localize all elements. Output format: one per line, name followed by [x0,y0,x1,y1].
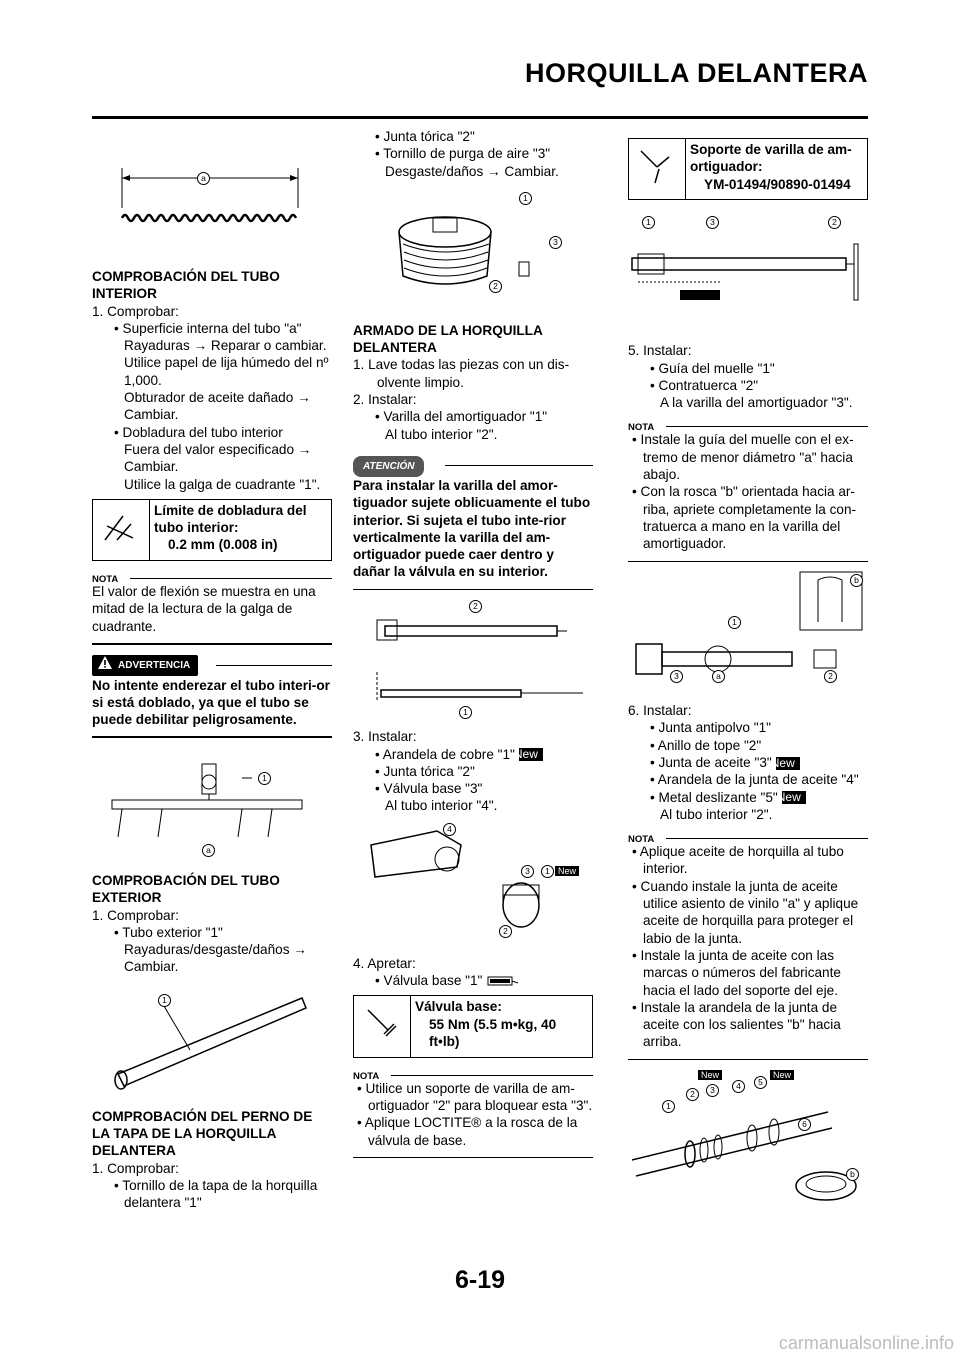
section-heading: COMPROBACIÓN DEL TUBO INTERIOR [92,269,280,302]
tool-icon [629,139,686,199]
callout-label: 3 [706,216,719,229]
measurement-icon [93,500,150,560]
callout-label: 4 [732,1080,745,1093]
callout-label: 2 [824,670,837,683]
column-1 [92,128,332,1212]
body-text: Al tubo interior "2". [660,806,773,822]
body-text: Rayaduras/desgaste/daños → Cambiar. [124,942,307,975]
callout-label: 3 [521,865,534,878]
bullet-text: • Anillo de tope "2" [650,737,762,753]
bullet-text: • Junta antipolvo "1" [650,720,771,736]
new-badge: New [555,866,579,876]
callout-label: a [202,844,215,857]
bullet-text: • Válvula base "3" [375,781,483,797]
note-header [353,1066,593,1080]
step-text: 3. Instalar: [353,729,417,745]
spec-box-bend [92,499,332,561]
bullet-text [628,789,868,806]
body-text: Desgaste/daños → Cambiar. [385,163,559,179]
spec-title: Soporte de varilla de am-ortiguador: [690,142,852,175]
body-text: Utilice papel de lija húmedo del nº 1,000. [124,355,329,388]
bullet-text: • Tornillo de purga de aire "3" [375,146,551,162]
bullet-label: • Arandela de cobre "1" [375,746,515,762]
bullet-text [353,972,593,989]
figure-rod-holder [628,208,868,342]
callout-label: 2 [499,925,512,938]
section-heading: COMPROBACIÓN DEL TUBO EXTERIOR [92,872,280,906]
note-text: • Aplique LOCTITE® a la rosca de la válvula de base. [357,1115,578,1148]
callout-label: a [712,670,725,683]
note-header [628,829,868,846]
callout-label: 1 [158,994,171,1007]
note-text: • Instale la guía del muelle con el ex-tremo de menor diámetro "a" hacia abajo. [632,432,854,483]
spec-title: Válvula base: [415,999,502,1015]
note-header [628,417,868,434]
caution-label: ATENCIÓN [353,456,424,477]
warning-text: No intente enderezar el tubo interi-or si está doblado, ya que el tubo se puede debilitar peligrosamente. [92,677,330,728]
callout-label: 1 [519,192,532,205]
bullet-label: • Válvula base "1" [375,973,483,989]
caution-text: Para instalar la varilla del amor-tiguador sujete oblicuamente el tubo interior. Si sujeta el tubo inte-rior verticalmente la varilla del am-ortiguador puede caer dentro y dañar la válvula en su interior. [353,477,591,580]
bullet-text: • Varilla del amortiguador "1" [375,409,548,425]
callout-label: 6 [798,1118,811,1131]
step-text: 5. Instalar: [628,343,692,359]
bullet-text: • Dobladura del tubo interior [114,424,283,440]
callout-label: 3 [706,1084,719,1097]
step-text: 1. Comprobar: [92,907,179,923]
step-text: 6. Instalar: [628,703,692,719]
bullet-label: • Metal deslizante "5" [650,789,778,805]
body-text: Fuera del valor especificado → Cambiar. [124,441,312,475]
new-badge: New [770,1070,794,1080]
callout-label: 4 [443,823,456,836]
warning-icon [98,656,112,675]
callout-label: 1 [459,706,472,719]
watermark: carmanualsonline.info [778,1333,954,1353]
bullet-text: • Guía del muelle "1" [650,360,775,376]
figure-base-valve [353,815,593,955]
new-badge: New [698,1070,722,1080]
note-label: NOTA [628,834,655,846]
figure-inner-tube-gauge [92,738,332,872]
note-text: • Aplique aceite de horquilla al tubo interior. [632,844,844,877]
callout-label: 1 [728,616,741,629]
note-text: • Con la rosca "b" orientada hacia ar-riba, apriete completamente la con-tratuerca a mano en la varilla del amortiguador. [632,484,857,552]
note-text: • Instale la junta de aceite con las marcas o números del fabricante hacia el lado del soporte del eje. [632,947,841,998]
step-text: 1. Comprobar: [92,1160,179,1176]
callout-label: 1 [642,216,655,229]
page-title: HORQUILLA DELANTERA [525,58,868,88]
bullet-text: • Contratuerca "2" [650,377,759,393]
note-text: • Cuando instale la junta de aceite utilice asiento de vinilo "a" y aplique aceite de horquilla para proteger el labio de la junta. [632,878,859,946]
bullet-text: • Superficie interna del tubo "a" [114,320,302,336]
callout-label: 5 [754,1076,767,1089]
caution-header [353,455,593,473]
new-badge: New [519,748,543,761]
spec-value: 0.2 mm (0.008 in) [168,537,278,553]
spec-title: Límite de dobladura del tubo interior: [154,502,307,536]
body-text: Obturador de aceite dañado → Cambiar. [124,390,311,423]
bullet-text [353,746,593,763]
spec-value: YM-01494/90890-01494 [704,176,851,192]
callout-label: 2 [489,280,502,293]
note-end-rule [628,1059,868,1061]
body-text: A la varilla del amortiguador "3". [660,395,853,411]
torque-icon [354,996,411,1056]
spec-box-tool [628,138,868,200]
bullet-label: • Junta de aceite "3" [650,754,772,770]
bullet-text: • Tornillo de la tapa de la horquilla delantera "1" [114,1177,318,1211]
callout-label: 2 [469,600,482,613]
torque-wrench-icon [486,973,520,988]
bullet-text: • Junta tórica "2" [375,763,475,779]
note-label: NOTA [353,1070,380,1082]
note-end-rule [353,1157,593,1159]
bullet-text [628,754,868,771]
new-badge: New [776,757,800,770]
body-text: Al tubo interior "4". [385,798,498,814]
section-heading: COMPROBACIÓN DEL PERNO DE LA TAPA DE LA HORQUILLA DELANTERA [92,1108,313,1159]
step-text: 2. Instalar: [353,392,417,408]
body-text: Utilice la galga de cuadrante "1". [124,476,321,492]
callout-label: 2 [828,216,841,229]
warning-label: ADVERTENCIA [118,659,191,671]
callout-label: 1 [541,865,554,878]
figure-seal-install [628,1068,868,1208]
figure-cap-bolt [353,180,593,322]
spec-value: 55 Nm (5.5 m•kg, 40 ft•lb) [429,1016,557,1049]
step-text: 4. Apretar: [353,955,416,971]
figure-spring-guide [628,562,868,702]
callout-label: b [850,574,863,587]
new-badge: New [782,791,806,804]
figure-spring [92,128,332,268]
figure-outer-tube [92,976,332,1108]
spec-box-base-valve [353,995,593,1057]
column-2 [353,128,593,1158]
step-text: 1. Comprobar: [92,303,179,319]
callout-label: 3 [670,670,683,683]
note-end-rule [92,643,332,645]
note-text: • Utilice un soporte de varilla de am-ortiguador "2" para bloquear esta "3". [357,1080,593,1113]
callout-label: 3 [549,236,562,249]
callout-label: a [197,172,210,185]
bullet-text: • Arandela de la junta de aceite "4" [650,772,859,788]
page-number: 6-19 [454,1266,506,1294]
body-text: Al tubo interior "2". [385,426,498,442]
column-3 [628,128,868,1208]
step-text: 1. Lave todas las piezas con un dis-olvente limpio. [353,357,570,390]
figure-damper-rod [353,590,593,728]
note-header [92,569,332,586]
note-text: El valor de flexión se muestra en una mitad de la lectura de la galga de cuadrante. [92,584,316,634]
bullet-text: • Tubo exterior "1" [114,924,223,940]
body-text: Rayaduras → Reparar o cambiar. [124,338,327,354]
section-heading: ARMADO DE LA HORQUILLA DELANTERA [353,322,543,356]
note-label: NOTA [92,574,119,586]
note-text: • Instale la arandela de la junta de aceite con los salientes "b" hacia arriba. [632,999,841,1050]
callout-label: b [846,1168,859,1181]
bullet-text: • Junta tórica "2" [375,129,475,144]
header-rule [92,116,868,119]
note-label: NOTA [628,422,655,434]
callout-label: 1 [662,1100,675,1113]
warning-header [92,655,332,673]
callout-label: 2 [686,1088,699,1101]
callout-label: 1 [258,772,271,785]
